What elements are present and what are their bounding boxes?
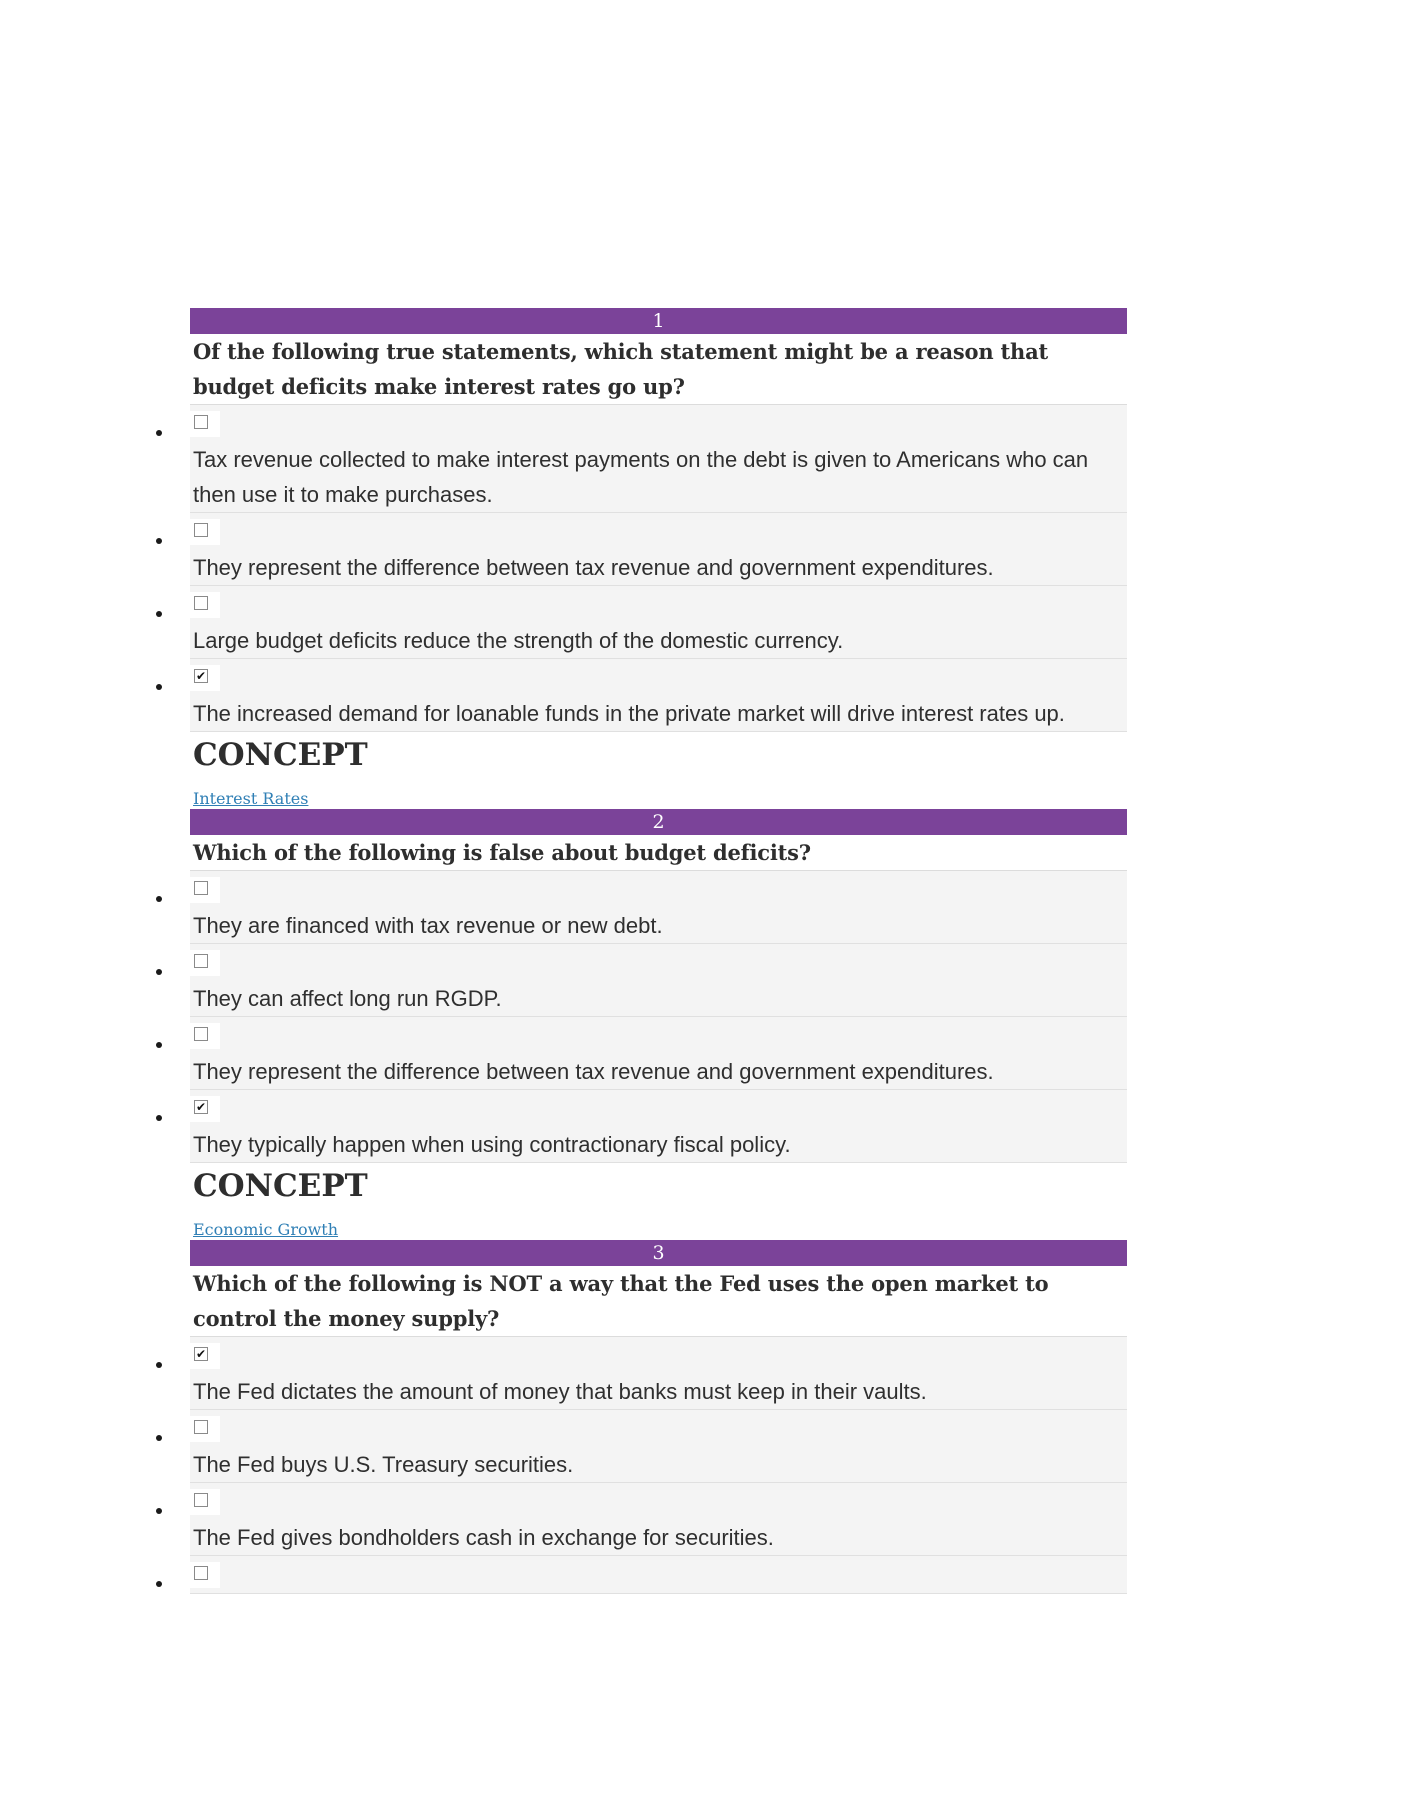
- question-block: [190, 1240, 1127, 1594]
- answer-option: [190, 1410, 1127, 1483]
- answer-checkbox[interactable]: [194, 1566, 208, 1580]
- question-number-bar: 3: [190, 1240, 1127, 1266]
- answer-text: Large budget deficits reduce the strength of the domestic currency.: [193, 628, 844, 653]
- answer-option: [190, 659, 1127, 732]
- question-number-bar: 2: [190, 809, 1127, 835]
- concept-link[interactable]: Economic Growth: [193, 1220, 339, 1239]
- answer-options: [190, 405, 1127, 732]
- answer-text: They typically happen when using contractionary fiscal policy.: [193, 1132, 791, 1157]
- answer-option: [190, 1337, 1127, 1410]
- answer-text: The increased demand for loanable funds in the private market will drive interest rates up.: [193, 701, 1065, 726]
- answer-option: [190, 513, 1127, 586]
- concept-link[interactable]: Interest Rates: [193, 789, 309, 808]
- answer-text: They can affect long run RGDP.: [193, 986, 502, 1011]
- answer-checkbox[interactable]: [194, 1027, 208, 1041]
- answer-option: [190, 871, 1127, 944]
- answer-options: [190, 1337, 1127, 1594]
- answer-text: They are financed with tax revenue or new debt.: [193, 913, 663, 938]
- answer-text: The Fed buys U.S. Treasury securities.: [193, 1452, 574, 1477]
- answer-text: The Fed dictates the amount of money that banks must keep in their vaults.: [193, 1379, 927, 1404]
- answer-checkbox[interactable]: [194, 954, 208, 968]
- answer-text: Tax revenue collected to make interest payments on the debt is given to Americans who can then use it to make purchases.: [193, 447, 1089, 507]
- answer-option: [190, 1483, 1127, 1556]
- question-block: [190, 308, 1127, 809]
- question-block: [190, 809, 1127, 1240]
- answer-option: [190, 1090, 1127, 1163]
- answer-option: [190, 405, 1127, 513]
- question-number-bar: 1: [190, 308, 1127, 334]
- answer-text: They represent the difference between tax revenue and government expenditures.: [193, 555, 994, 580]
- answer-checkbox[interactable]: [194, 881, 208, 895]
- concept-heading: CONCEPT: [193, 737, 368, 773]
- answer-checkbox-checked[interactable]: ✔: [195, 1347, 207, 1361]
- answer-option: [190, 1556, 1127, 1594]
- answer-checkbox[interactable]: [194, 1493, 208, 1507]
- answer-text: The Fed gives bondholders cash in exchange for securities.: [193, 1525, 774, 1550]
- concept-heading: CONCEPT: [193, 1168, 368, 1204]
- answer-checkbox-checked[interactable]: ✔: [195, 669, 207, 683]
- answer-option: [190, 586, 1127, 659]
- answer-checkbox-checked[interactable]: ✔: [195, 1100, 207, 1114]
- answer-checkbox[interactable]: [194, 523, 208, 537]
- quiz-document: [190, 308, 1127, 1594]
- answer-checkbox[interactable]: [194, 415, 208, 429]
- answer-option: [190, 944, 1127, 1017]
- answer-options: [190, 871, 1127, 1163]
- answer-checkbox[interactable]: [194, 596, 208, 610]
- question-text: Which of the following is false about budget deficits?: [190, 835, 1127, 871]
- question-text: Of the following true statements, which statement might be a reason that budget deficits make interest rates go up?: [190, 334, 1127, 405]
- question-text: Which of the following is NOT a way that the Fed uses the open market to control the money supply?: [190, 1266, 1127, 1337]
- answer-text: They represent the difference between tax revenue and government expenditures.: [193, 1059, 994, 1084]
- answer-option: [190, 1017, 1127, 1090]
- answer-checkbox[interactable]: [194, 1420, 208, 1434]
